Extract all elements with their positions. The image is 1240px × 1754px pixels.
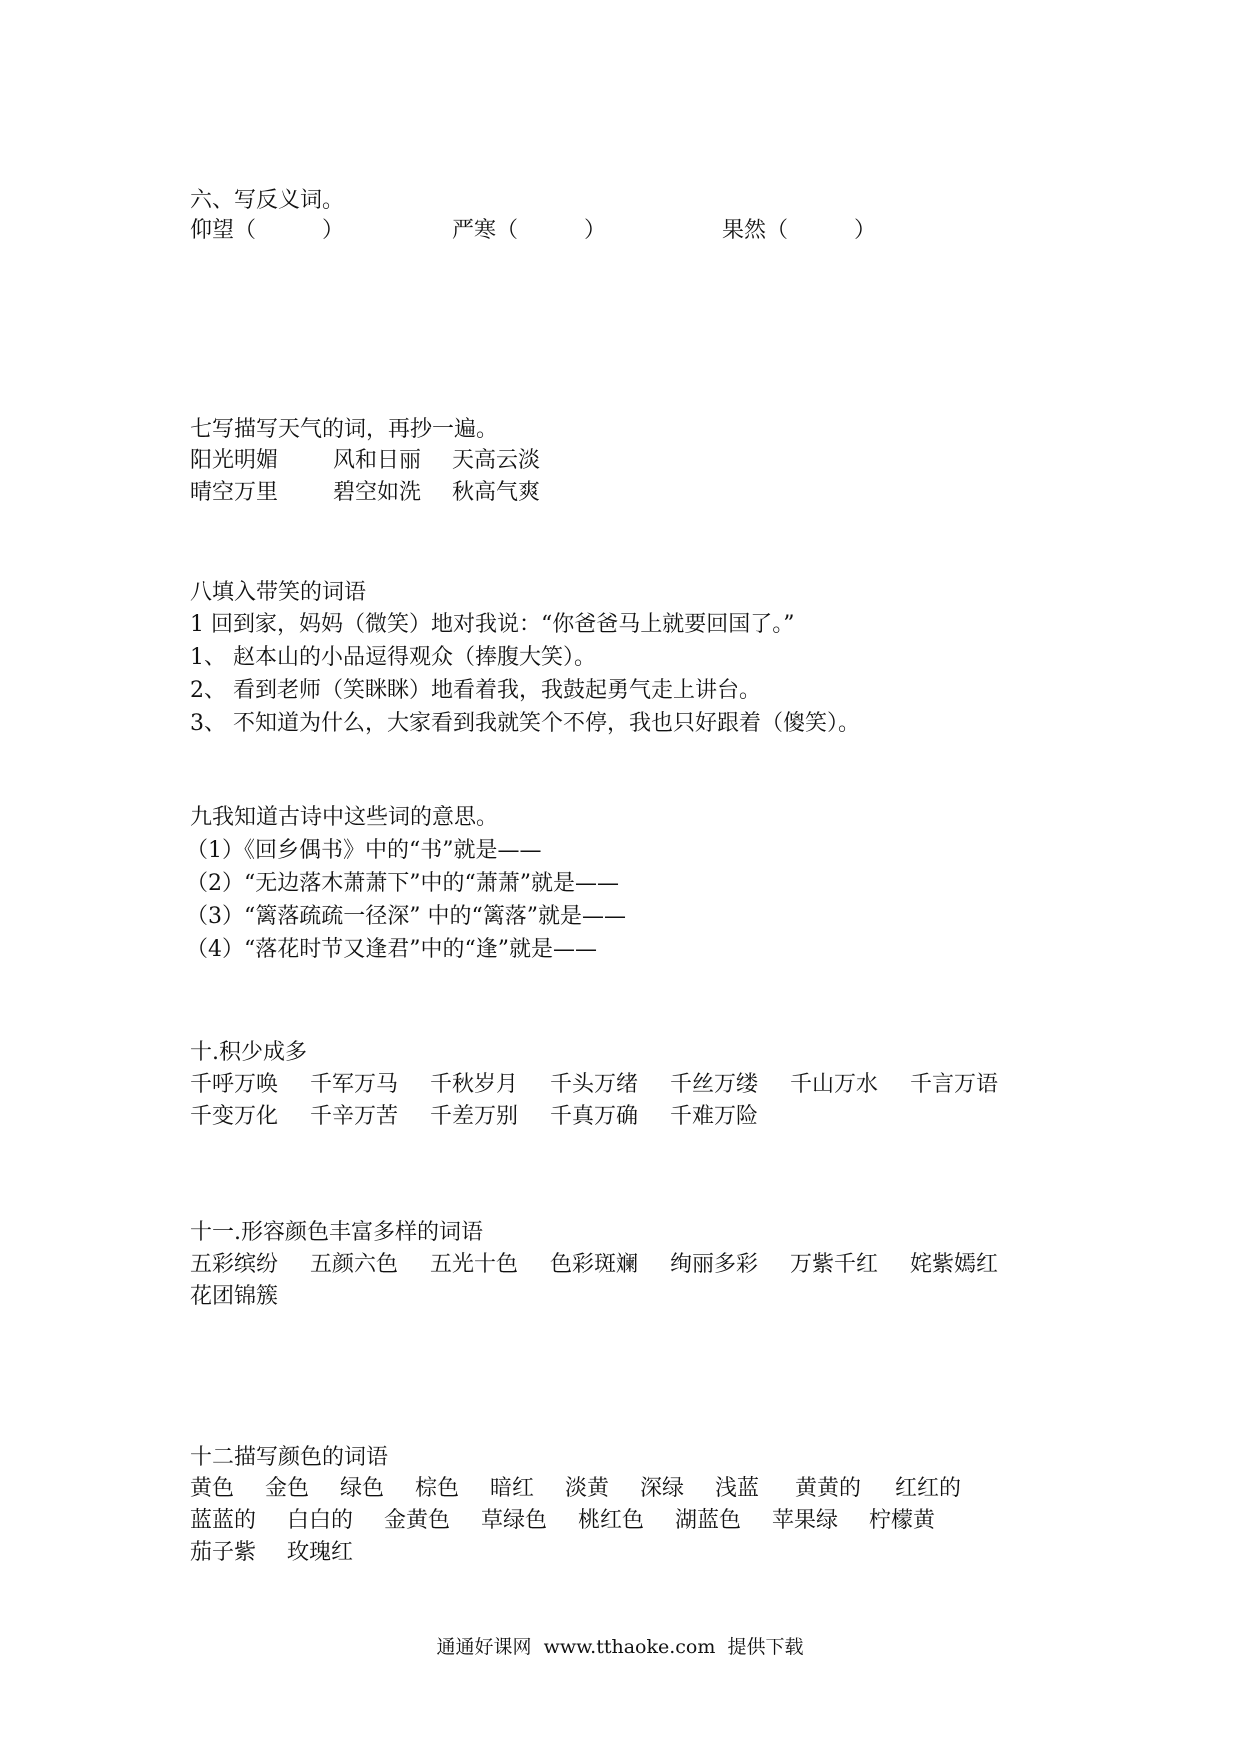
- section-6-title: 六、写反义词。: [190, 188, 345, 213]
- idiom: 千头万绪: [550, 1072, 639, 1097]
- color-word: 苹果绿: [772, 1508, 839, 1533]
- section-12-title: 十二描写颜色的词语: [190, 1445, 389, 1470]
- color-idiom: 万紫千红: [790, 1252, 879, 1277]
- sentence-line: 1 回到家，妈妈（微笑）地对我说：“你爸爸马上就要回国了。”: [190, 612, 795, 637]
- color-word: 桃红色: [578, 1508, 645, 1533]
- color-word-row: [190, 1474, 1010, 1504]
- weather-word: 秋高气爽: [452, 480, 541, 505]
- color-idiom-row: [190, 1282, 1010, 1312]
- color-word: 红红的: [895, 1476, 962, 1501]
- color-word-row: [190, 1538, 1010, 1568]
- color-idiom: 五颜六色: [310, 1252, 399, 1277]
- section-11-title: 十一.形容颜色丰富多样的词语: [190, 1220, 483, 1245]
- color-idiom: 五光十色: [430, 1252, 519, 1277]
- color-word: 茄子紫: [190, 1540, 257, 1565]
- color-word: 黄色: [190, 1476, 235, 1501]
- weather-word: 天高云淡: [452, 448, 541, 473]
- color-word: 湖蓝色: [675, 1508, 742, 1533]
- idiom: 千军万马: [310, 1072, 399, 1097]
- weather-word: 碧空如洗: [333, 480, 422, 505]
- color-word: 淡黄: [565, 1476, 610, 1501]
- color-idiom: 姹紫嫣红: [910, 1252, 999, 1277]
- weather-words-row: [190, 478, 590, 508]
- color-word: 深绿: [640, 1476, 685, 1501]
- antonym-item: 严寒（ ）: [452, 218, 607, 243]
- antonym-item: 仰望（ ）: [190, 218, 345, 243]
- color-idiom-row: [190, 1250, 1010, 1280]
- color-word: 草绿色: [481, 1508, 548, 1533]
- weather-word: 风和日丽: [333, 448, 422, 473]
- poem-question: （1）《回乡偶书》中的“书”就是——: [186, 838, 542, 863]
- page-footer: 通通好课网 www.tthaoke.com 提供下载: [436, 1636, 804, 1658]
- weather-words-row: [190, 446, 590, 476]
- color-word: 金黄色: [384, 1508, 451, 1533]
- idiom: 千变万化: [190, 1104, 279, 1129]
- section-7-title: 七写描写天气的词，再抄一遍。: [190, 417, 499, 442]
- section-6-antonyms: [190, 216, 950, 246]
- idiom: 千真万确: [550, 1104, 639, 1129]
- color-word: 柠檬黄: [869, 1508, 936, 1533]
- antonym-item: 果然（ ）: [722, 218, 877, 243]
- weather-word: 晴空万里: [190, 480, 279, 505]
- idiom: 千山万水: [790, 1072, 879, 1097]
- weather-word: 阳光明媚: [190, 448, 279, 473]
- idiom: 千辛万苦: [310, 1104, 399, 1129]
- color-word: 白白的: [287, 1508, 354, 1533]
- color-word: 黄黄的: [795, 1476, 862, 1501]
- color-word: 棕色: [415, 1476, 460, 1501]
- idiom: 千差万别: [430, 1104, 519, 1129]
- poem-question: （3）“篱落疏疏一径深” 中的“篱落”就是——: [186, 904, 626, 929]
- poem-question: （2）“无边落木萧萧下”中的“萧萧”就是——: [186, 871, 619, 896]
- idiom: 千丝万缕: [670, 1072, 759, 1097]
- sentence-line: 3、 不知道为什么，大家看到我就笑个不停，我也只好跟着（傻笑）。: [190, 711, 860, 736]
- color-idiom: 花团锦簇: [190, 1284, 279, 1309]
- color-word: 蓝蓝的: [190, 1508, 257, 1533]
- poem-question: （4）“落花时节又逢君”中的“逢”就是——: [186, 937, 597, 962]
- idiom: 千言万语: [910, 1072, 999, 1097]
- color-word: 浅蓝: [715, 1476, 760, 1501]
- idiom-row: [190, 1070, 1010, 1100]
- color-word-row: [190, 1506, 1010, 1536]
- idiom: 千呼万唤: [190, 1072, 279, 1097]
- sentence-line: 1、 赵本山的小品逗得观众（捧腹大笑）。: [190, 645, 596, 670]
- idiom: 千秋岁月: [430, 1072, 519, 1097]
- color-idiom: 色彩斑斓: [550, 1252, 639, 1277]
- color-idiom: 绚丽多彩: [670, 1252, 759, 1277]
- color-word: 玫瑰红: [287, 1540, 354, 1565]
- idiom-row: [190, 1102, 1010, 1132]
- color-word: 绿色: [340, 1476, 385, 1501]
- sentence-line: 2、 看到老师（笑眯眯）地看着我，我鼓起勇气走上讲台。: [190, 678, 761, 703]
- section-9-title: 九我知道古诗中这些词的意思。: [190, 805, 499, 830]
- color-idiom: 五彩缤纷: [190, 1252, 279, 1277]
- section-10-title: 十.积少成多: [190, 1040, 307, 1065]
- color-word: 暗红: [490, 1476, 535, 1501]
- section-8-title: 八填入带笑的词语: [190, 580, 367, 605]
- color-word: 金色: [265, 1476, 310, 1501]
- idiom: 千难万险: [670, 1104, 759, 1129]
